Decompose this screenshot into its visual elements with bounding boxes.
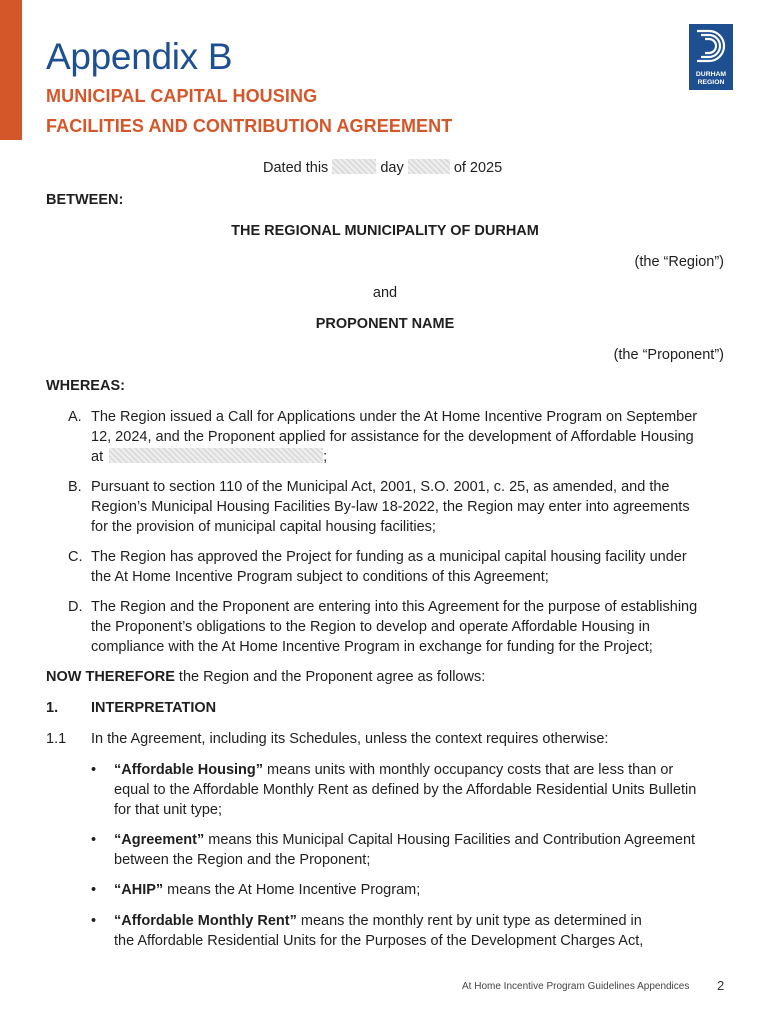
definition-line: the Affordable Residential Units for the Purposes of the Development Charges Act, (114, 933, 644, 949)
bullet-icon: • (91, 762, 97, 778)
month-blank-field[interactable] (408, 159, 450, 174)
recital-a-semicolon: ; (323, 449, 328, 465)
recital-a-at: at (91, 449, 104, 465)
recital-text-line: 12, 2024, and the Proponent applied for assistance for the development of Affordable Housing (91, 429, 694, 445)
recital-text-line: the Proponent’s obligations to the Region to develop and operate Affordable Housing in (91, 619, 650, 635)
definition-line: between the Region and the Proponent; (114, 852, 371, 868)
now-therefore-rest: the Region and the Proponent agree as follows: (174, 669, 486, 685)
party1-alias: (the “Region”) (634, 254, 724, 270)
recital-letter: B. (68, 479, 82, 495)
definition-text: means this Municipal Capital Housing Facilities and Contribution Agreement (204, 832, 696, 848)
definition-term: “AHIP” (114, 882, 164, 898)
recital-text-line (91, 447, 327, 467)
definition-line (114, 911, 642, 931)
definition-term: “Affordable Housing” (114, 762, 264, 778)
footer-text: At Home Incentive Program Guidelines Appendices (462, 981, 690, 992)
party1-name: THE REGIONAL MUNICIPALITY OF DURHAM (231, 223, 539, 239)
recital-letter: D. (68, 599, 83, 615)
recital-letter: A. (68, 409, 82, 425)
recital-text-line: compliance with the At Home Incentive Program in exchange for funding for the Project; (91, 639, 653, 655)
definition-term: “Agreement” (114, 832, 205, 848)
now-therefore-paragraph (46, 667, 485, 687)
recital-text-line: The Region and the Proponent are entering into this Agreement for the purpose of establishing (91, 599, 698, 615)
clause-number: 1.1 (46, 731, 67, 747)
recital-text-line: Pursuant to section 110 of the Municipal Act, 2001, S.O. 2001, c. 25, as amended, and the (91, 479, 670, 495)
now-therefore-bold: NOW THEREFORE (46, 669, 175, 685)
recital-letter: C. (68, 549, 83, 565)
bullet-icon: • (91, 882, 97, 898)
dated-prefix: Dated this (263, 160, 329, 176)
dated-suffix: of 2025 (453, 160, 503, 176)
durham-region-logo-icon (689, 24, 733, 90)
recital-text-line: The Region has approved the Project for funding as a municipal capital housing facility under (91, 549, 687, 565)
recital-text-line: The Region issued a Call for Applications under the At Home Incentive Program on September (91, 409, 698, 425)
party2-name: PROPONENT NAME (315, 316, 455, 332)
definition-line (114, 760, 673, 780)
definition-line: equal to the Affordable Monthly Rent as defined by the Affordable Residential Units Bulletin (114, 782, 697, 798)
between-label: BETWEEN: (46, 192, 124, 208)
definition-line: for that unit type; (114, 802, 223, 818)
logo-text-durham: DURHAM (695, 71, 727, 78)
bullet-icon: • (91, 832, 97, 848)
accent-side-bar (0, 0, 22, 140)
bullet-icon: • (91, 913, 97, 929)
page-title: Appendix B (46, 36, 233, 77)
address-blank-field[interactable] (109, 448, 323, 463)
definition-text: means the monthly rent by unit type as determined in (296, 913, 642, 929)
party2-alias: (the “Proponent”) (613, 347, 724, 363)
subtitle-line-2: FACILITIES AND CONTRIBUTION AGREEMENT (46, 116, 453, 136)
recital-text-line: the At Home Incentive Program subject to conditions of this Agreement; (91, 569, 549, 585)
definition-line (114, 880, 420, 900)
recital-text-line: Region’s Municipal Housing Facilities By-law 18-2022, the Region may enter into agreements (91, 499, 690, 515)
dated-middle: day (380, 160, 404, 176)
clause-text: In the Agreement, including its Schedules, unless the context requires otherwise: (91, 731, 609, 747)
recital-text-line: for the provision of municipal capital housing facilities; (91, 519, 436, 535)
subtitle-line-1: MUNICIPAL CAPITAL HOUSING (46, 86, 318, 106)
definition-line (114, 830, 695, 850)
definition-text: means units with monthly occupancy costs that are less than or (263, 762, 674, 778)
section-heading: INTERPRETATION (91, 700, 217, 716)
definition-text: means the At Home Incentive Program; (163, 882, 421, 898)
and-label: and (372, 285, 398, 301)
page-number: 2 (717, 978, 725, 993)
logo-text-region: REGION (697, 79, 725, 86)
whereas-label: WHEREAS: (46, 378, 125, 394)
day-blank-field[interactable] (332, 159, 376, 174)
section-number: 1. (46, 700, 59, 716)
definition-term: “Affordable Monthly Rent” (114, 913, 297, 929)
dated-line (263, 158, 502, 178)
